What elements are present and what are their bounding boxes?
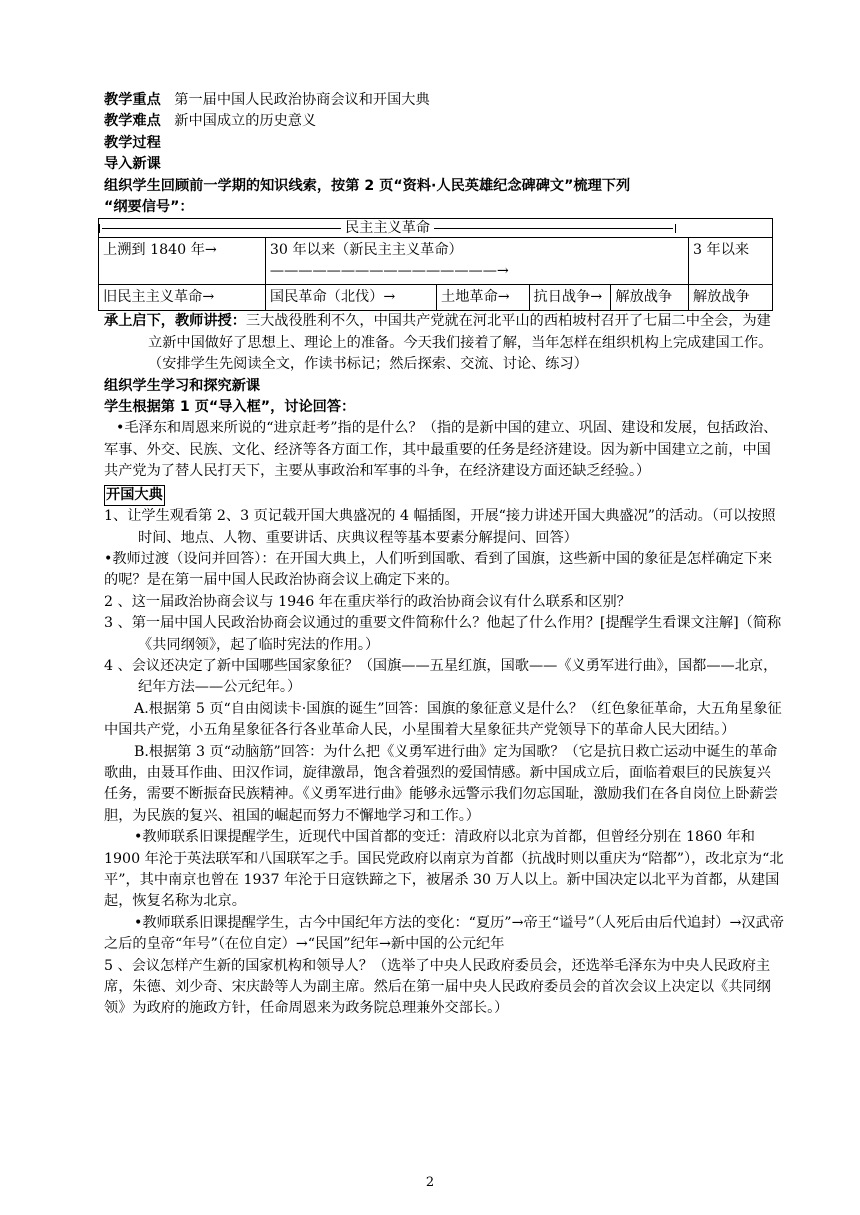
cell-since-1840: 上溯到 1840 年→ xyxy=(99,238,266,285)
cell-liberation-war-2: 解放战争 xyxy=(688,285,772,311)
ceremony-item-5: 5 、会议怎样产生新的国家机构和领导人？（选举了中央人民政府委员会，还选举毛泽东为中央人民政府主席，朱德、刘少奇、宋庆龄等人为副主席。然后在第一届中央人民政府委员会的首次会议上决定以《共同纲领》为政府的施政方针，任命周恩来为政务院总理兼外交部长。） xyxy=(104,957,771,1017)
process-heading: 教学过程 xyxy=(104,134,161,151)
teacher-link-capitals: •教师联系旧课提醒学生，近现代中国首都的变迁：清政府以北京为首都，但曾经分别在 1860 年和 1900 年沦于英法联军和八国联军之手。国民党政府以南京为首都（抗战时则以重庆为“陪都”），改北京为“北平”，其中南京也曾在 1937 年沦于日寇铁蹄之下，被屠杀 30 万人以上。新中国决定以北平为首都，从建国起，恢复名称为北京。 xyxy=(104,829,784,910)
learning-subheading: 学生根据第 1 页“导入框”，讨论回答： xyxy=(104,399,356,416)
intro-heading: 导入新课 xyxy=(104,156,161,173)
cell-3-years: 3 年以来 xyxy=(688,238,772,285)
ceremony-boxed-title: 开国大典 xyxy=(104,485,165,506)
transition-text: 三大战役胜利不久，中国共产党就在河北平山的西柏坡村召开了七届二中全会，为建立新中国做好了思想上、理论上的准备。今天我们接着了解，当年怎样在组织机构上完成建国工作。（安排学生先阅读全文，作读书标记；然后探索、交流、讨论、练习） xyxy=(148,313,773,373)
ceremony-item-2: 2 、这一届政治协商会议与 1946 年在重庆举行的政治协商会议有什么联系和区别？ xyxy=(104,593,631,610)
bullet-paragraph-1: •毛泽东和周恩来所说的“进京赶考”指的是什么？（指的是新中国的建立、巩固、建设和发展，包括政治、军事、外交、民族、文化、经济等各方面工作，其中最重要的任务是经济建设。因为新中国建立之前，中国共产党为了替人民打天下，主要从事政治和军事的斗争，在经济建设方面还缺乏经验。） xyxy=(104,420,778,480)
outline-row-2 xyxy=(99,285,773,311)
key-point-text: 第一届中国人民政治协商会议和开国大典 xyxy=(174,92,430,108)
outline-table xyxy=(98,218,773,311)
teacher-link-calendar: •教师联系旧课提醒学生，古今中国纪年方法的变化：“夏历”→帝王“谥号”（人死后由后代追封）→汉武帝之后的皇帝“年号”（在位自定）→“民国”纪年→新中国的公元纪年 xyxy=(104,914,784,953)
difficulty-text: 新中国成立的历史意义 xyxy=(174,113,317,130)
teacher-transition: •教师过渡（设问并回答）：在开国大典上，人们听到国歌、看到了国旗，这些新中国的象征是怎样确定下来的呢？是在第一届中国人民政治协商会议上确定下来的。 xyxy=(104,550,773,589)
transition-paragraph xyxy=(104,311,784,375)
key-point-label: 教学重点 xyxy=(104,92,161,108)
ceremony-item-1: 1、让学生观看第 2、3 页记载开国大典盛况的 4 幅插图，开展“接力讲述开国大典盛况”的活动。（可以按照时间、地点、人物、重要讲话、庆典议程等基本要素分解提问、回答） xyxy=(104,508,776,546)
page-number: 2 xyxy=(425,1175,435,1190)
cell-land-revolution: 土地革命→ xyxy=(437,285,529,311)
ceremony-item-3: 3 、第一届中国人民政治协商会议通过的重要文件简称什么？他起了什么作用？[提醒学生看课文注解]（简称《共同纲领》，起了临时宪法的作用。） xyxy=(104,615,782,653)
intro-instruction-1: 组织学生回顾前一学期的知识线索，按第 2 页“资料·人民英雄纪念碑碑文”梳理下列 xyxy=(104,177,631,194)
ceremony-item-4a: A.根据第 5 页“自由阅读卡·国旗的诞生”回答：国旗的象征意义是什么？（红色象征革命，大五角星象征中国共产党，小五角星象征各行各业革命人民，小星围着大星象征共产党领导下的革命人民大团结。） xyxy=(104,700,782,739)
ceremony-item-4b: B.根据第 3 页“动脑筋”回答：为什么把《义勇军进行曲》定为国歌？（它是抗日救亡运动中诞生的革命歌曲，由聂耳作曲、田汉作词，旋律激昂，饱含着强烈的爱国情感。新中国成立后，面临着艰巨的民族复兴任务，需要不断振奋民族精神。《义勇军进行曲》能够永远警示我们勿忘国耻，激励我们在各自岗位上卧薪尝胆，为民族的复兴、祖国的崛起而努力不懈地学习和工作。） xyxy=(104,743,778,824)
learning-heading: 组织学生学习和探究新课 xyxy=(104,377,261,394)
cell-30-years: 30 年以来（新民主主义革命）————————————————→ xyxy=(265,238,688,285)
page-content xyxy=(104,90,784,1020)
ceremony-item-4: 4 、会议还决定了新中国哪些国家象征？（国旗——五星红旗，国歌——《义勇军进行曲》，国都——北京，纪年方法——公元纪年。） xyxy=(104,657,778,696)
difficulty-label: 教学难点 xyxy=(104,113,161,130)
cell-national-revolution: 国民革命（北伐）→ xyxy=(265,285,436,311)
revolution-label: 民主主义革命 xyxy=(344,219,431,236)
cell-anti-japanese: 抗日战争→ xyxy=(529,285,611,311)
key-point-line xyxy=(104,90,784,111)
transition-label: 承上启下，教师讲授： xyxy=(104,313,246,330)
revolution-arrow-cell xyxy=(99,219,773,238)
cell-old-democratic: 旧民主主义革命→ xyxy=(99,285,266,311)
ceremony-title-line xyxy=(104,485,784,506)
difficulty-line xyxy=(104,111,784,132)
revolution-arrow-row xyxy=(99,219,773,238)
intro-instruction-2: “纲要信号”： xyxy=(104,199,194,216)
cell-liberation-war-1: 解放战争 xyxy=(611,285,689,311)
outline-row-1 xyxy=(99,238,773,285)
